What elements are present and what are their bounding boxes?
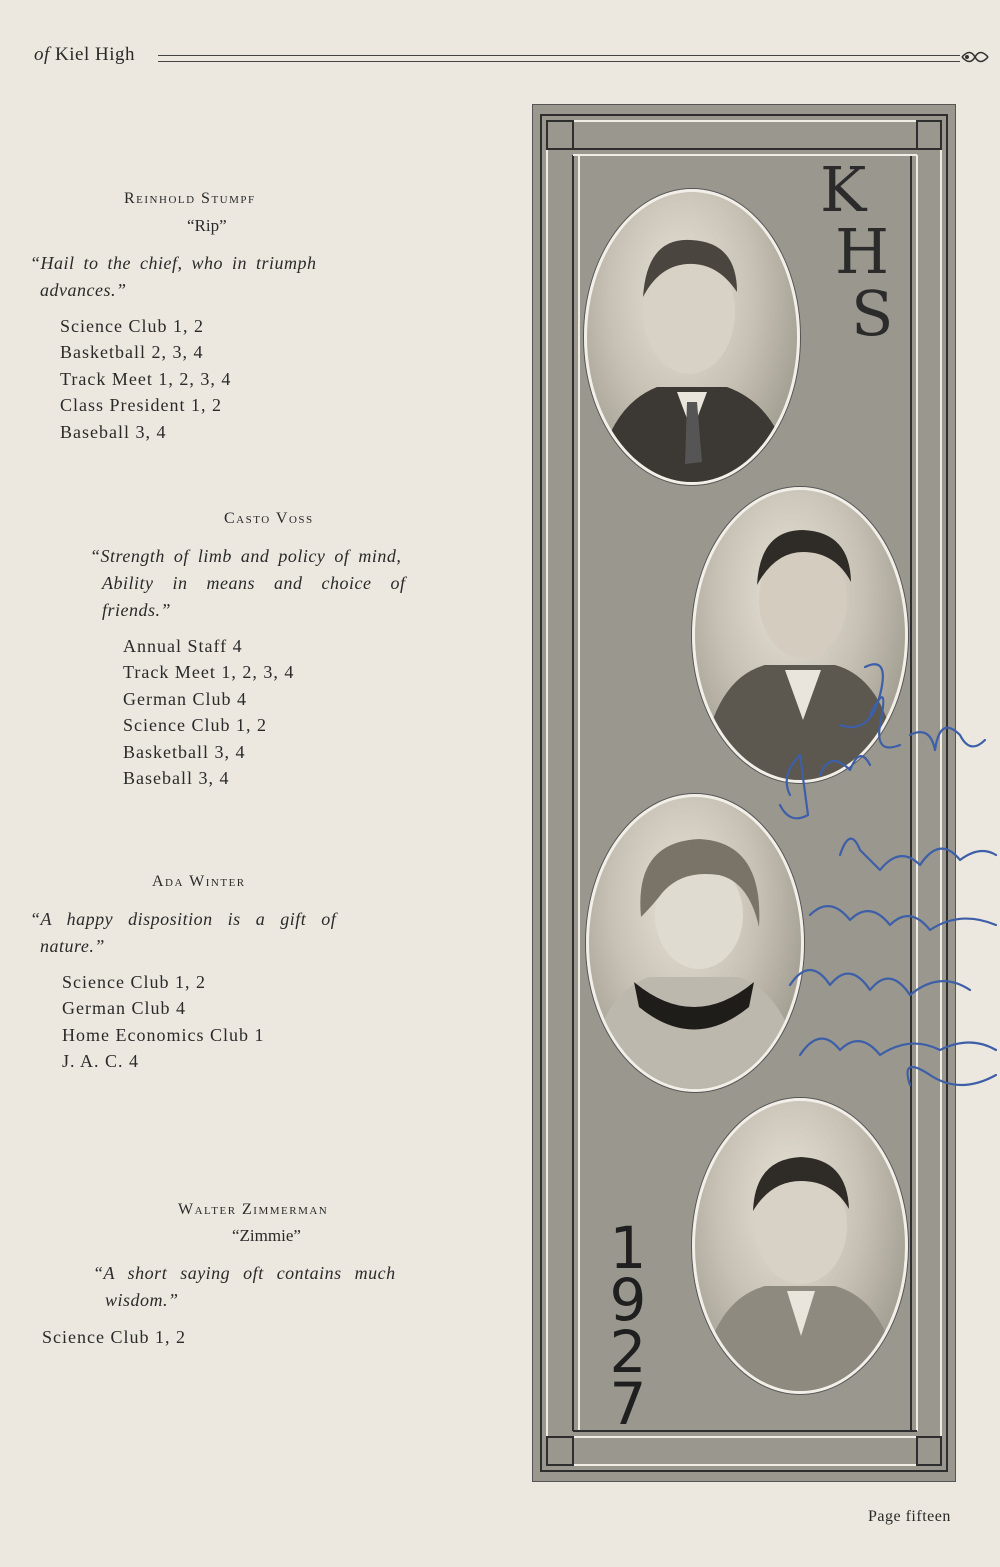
portrait-photo-zimmerman xyxy=(692,1098,908,1394)
student-quote xyxy=(90,543,470,624)
portrait-photo-stumpf xyxy=(584,189,800,485)
handwritten-signature xyxy=(760,655,1000,1115)
activity-item: Home Economics Club 1 xyxy=(62,1024,265,1045)
quote-line: nature.” xyxy=(40,936,105,956)
student-quote xyxy=(30,250,410,304)
scroll-ornament-icon xyxy=(960,46,990,68)
quote-line: “Strength of limb and policy of mind, xyxy=(90,546,402,566)
quote-line: wisdom.” xyxy=(105,1290,179,1310)
year-digit: 1 xyxy=(609,1214,647,1282)
student-nickname: “Rip” xyxy=(187,216,227,235)
activity-item: German Club 4 xyxy=(123,688,247,709)
activity-item: Science Club 1, 2 xyxy=(62,972,206,992)
year-digit: 9 xyxy=(609,1266,647,1334)
year-digit: 2 xyxy=(609,1318,647,1386)
header-prefix: of xyxy=(34,44,50,65)
activity-item: Annual Staff 4 xyxy=(123,636,243,656)
activity-item: J. A. C. 4 xyxy=(62,1051,140,1072)
running-header xyxy=(34,40,990,72)
activity-item: Baseball 3, 4 xyxy=(60,421,167,442)
quote-line: “A short saying oft contains much xyxy=(93,1263,396,1283)
activity-item: Basketball 2, 3, 4 xyxy=(60,342,204,363)
activity-item: Science Club 1, 2 xyxy=(123,715,267,736)
activity-item: Science Club 1, 2 xyxy=(60,316,204,336)
activity-item: Basketball 3, 4 xyxy=(123,741,246,762)
quote-line: friends.” xyxy=(102,600,172,620)
year-digits xyxy=(598,1214,658,1438)
activity-item: Baseball 3, 4 xyxy=(123,768,230,789)
quote-line: advances.” xyxy=(40,280,127,300)
header-title xyxy=(34,44,135,66)
student-name: Ada Winter xyxy=(152,873,246,890)
header-rule xyxy=(158,55,960,62)
activity-list xyxy=(60,313,231,445)
monogram-k: K xyxy=(820,153,867,226)
activity-item: Science Club 1, 2 xyxy=(42,1327,186,1347)
student-name: Casto Voss xyxy=(224,510,314,527)
quote-line: “Hail to the chief, who in triumph xyxy=(30,253,317,273)
activity-list xyxy=(62,969,264,1075)
activity-item: Class President 1, 2 xyxy=(60,395,222,416)
year-digit: 7 xyxy=(609,1370,647,1438)
monogram-h: H xyxy=(835,215,890,288)
student-quote xyxy=(30,906,410,960)
monogram-s: S xyxy=(851,277,894,350)
quote-line: Ability in means and choice of xyxy=(102,573,406,593)
activity-list xyxy=(123,633,294,791)
activity-item: Track Meet 1, 2, 3, 4 xyxy=(60,368,232,389)
page-number: Page fifteen xyxy=(868,1508,951,1525)
activity-item: German Club 4 xyxy=(62,998,186,1019)
student-nickname: “Zimmie” xyxy=(232,1226,301,1245)
header-school-name: Kiel High xyxy=(55,44,135,65)
student-name: Reinhold Stumpf xyxy=(124,190,256,207)
activity-list xyxy=(42,1324,186,1350)
activity-item: Track Meet 1, 2, 3, 4 xyxy=(123,662,295,683)
student-quote xyxy=(93,1260,473,1314)
student-name: Walter Zimmerman xyxy=(178,1201,329,1218)
quote-line: “A happy disposition is a gift of xyxy=(30,909,337,929)
